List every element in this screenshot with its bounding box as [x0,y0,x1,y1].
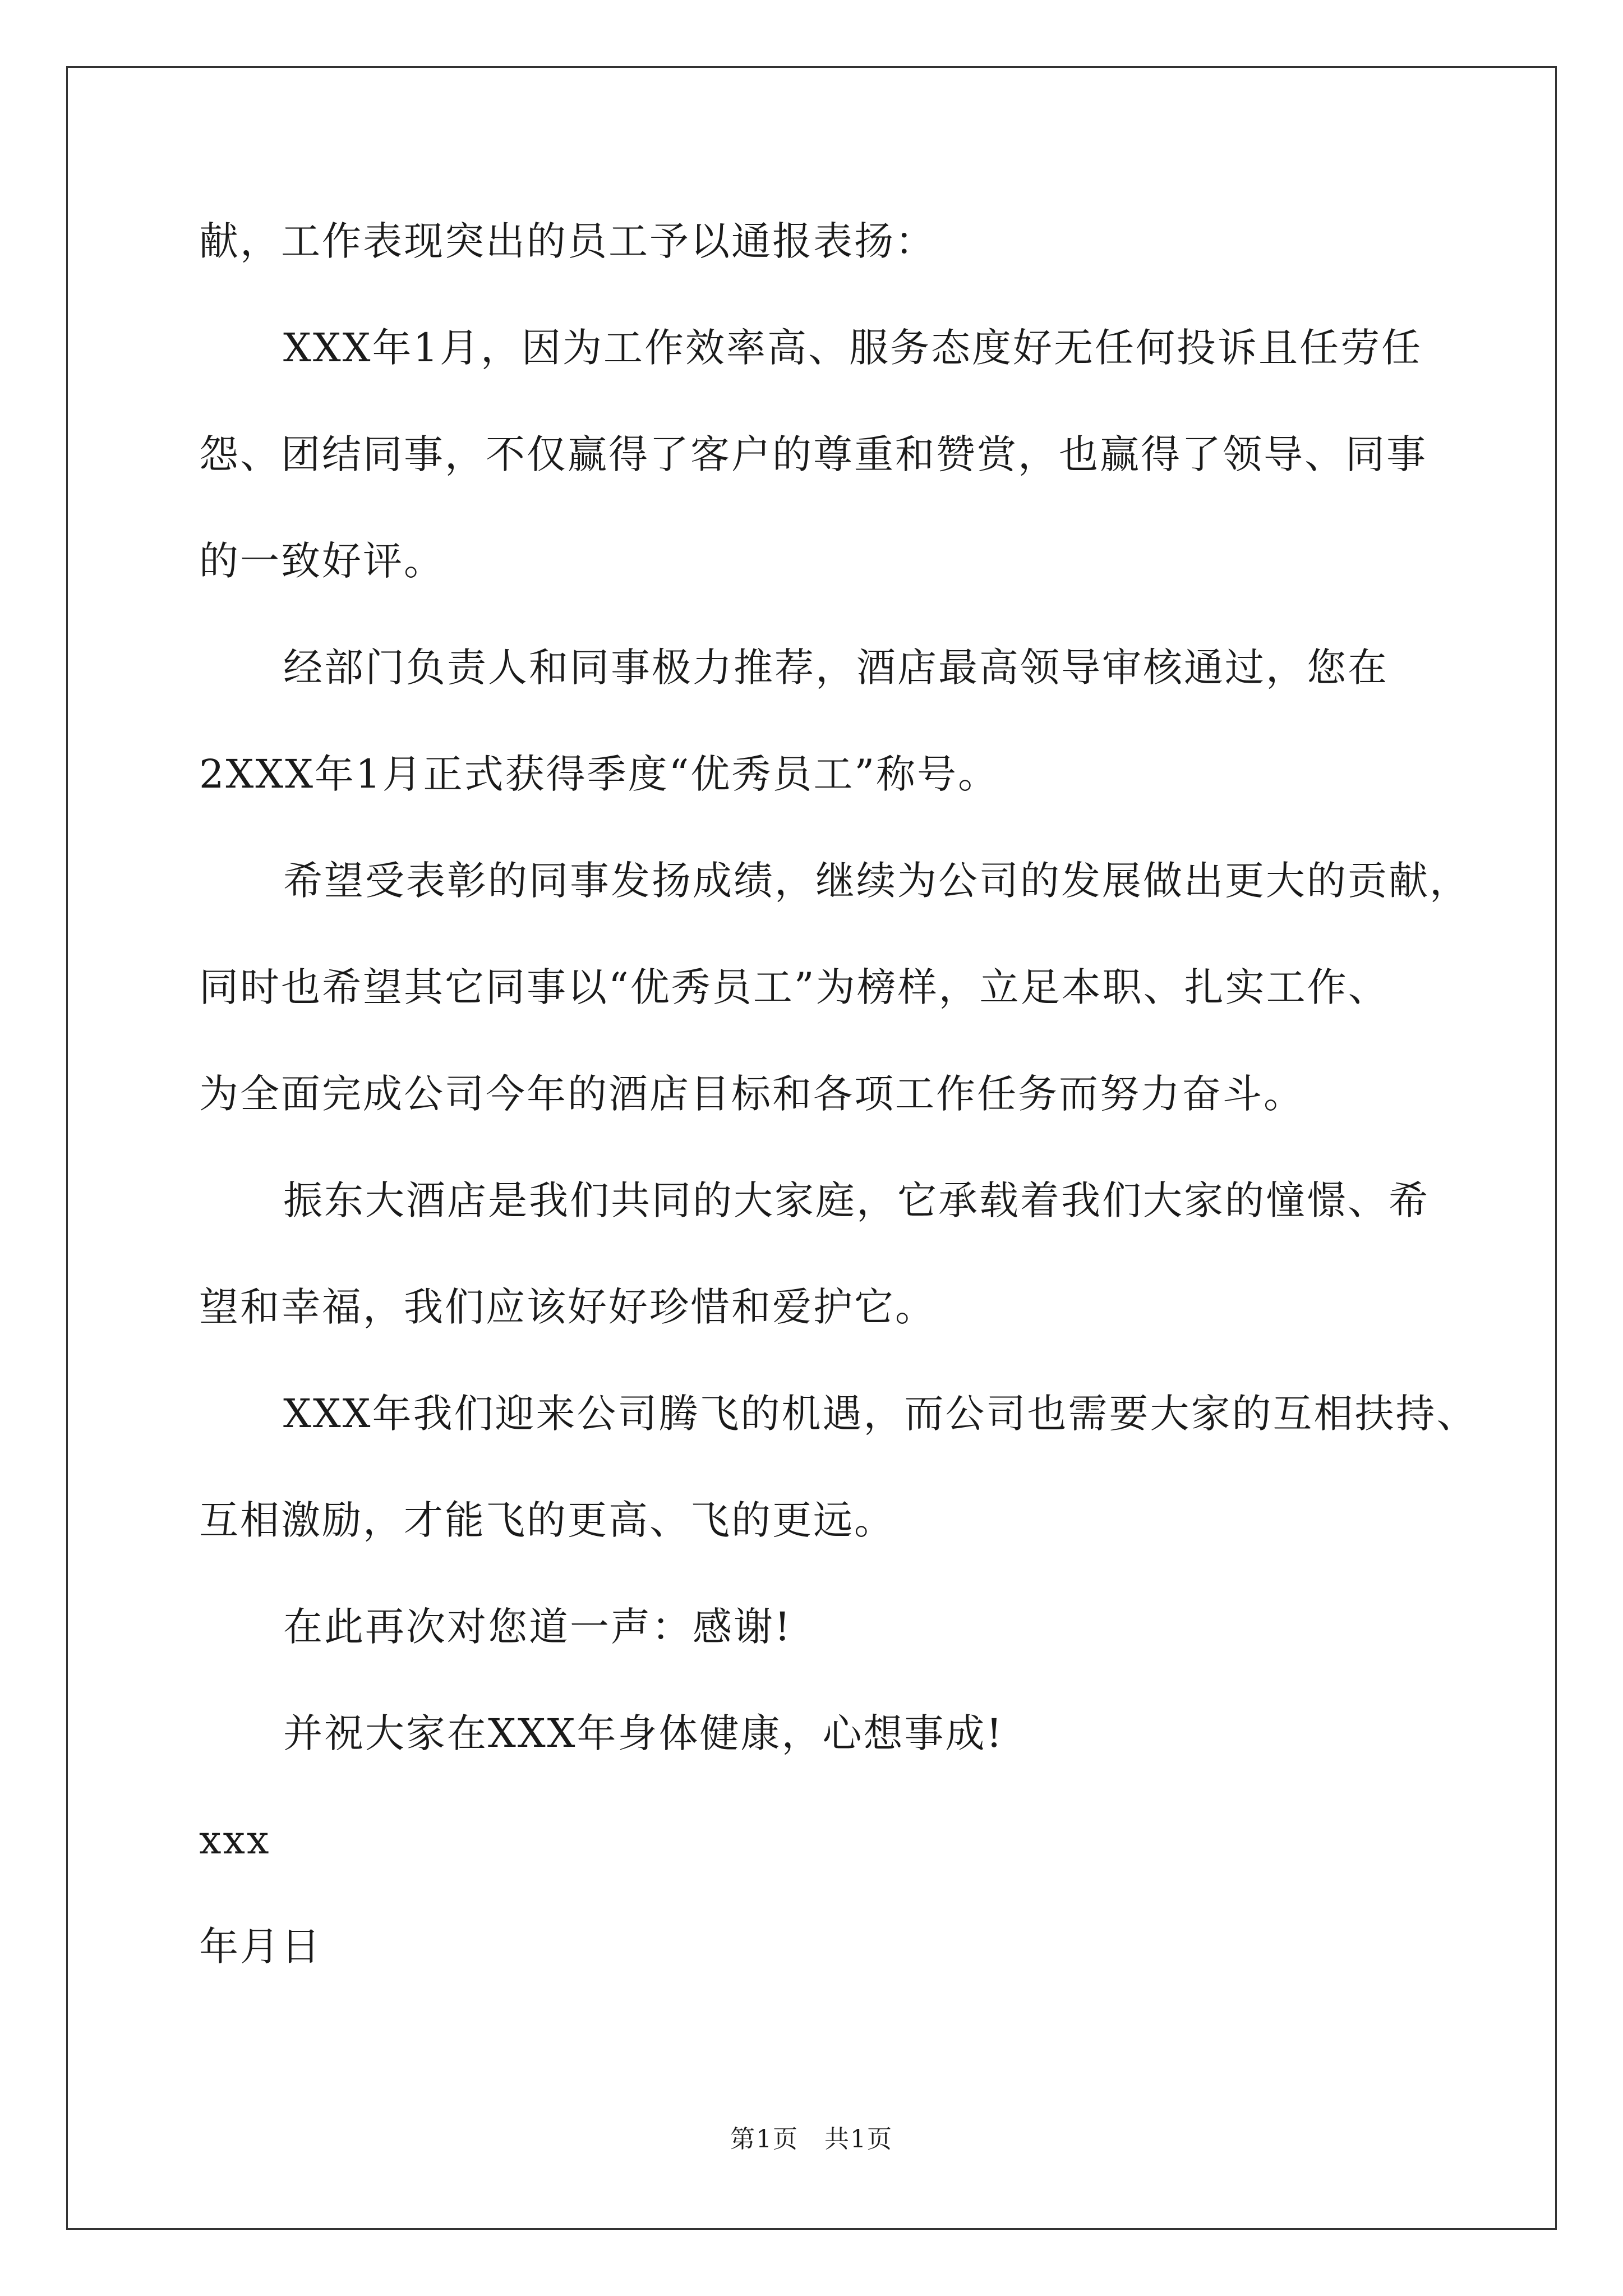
text-line: 望和幸福，我们应该好好珍惜和爱护它。 [199,1284,936,1330]
text-line: 互相激励，才能飞的更高、飞的更远。 [199,1497,895,1543]
text-line: 同时也希望其它同事以“优秀员工”为榜样，立足本职、扎实工作、 [199,964,1389,1010]
signature-name: xxx [199,1817,271,1863]
page-border [66,66,1557,2230]
text-line: 的一致好评。 [199,538,445,584]
text-line: 怨、团结同事，不仅赢得了客户的尊重和赞赏，也赢得了领导、同事 [199,431,1427,477]
text-line: 在此再次对您道一声：感谢! [283,1604,792,1650]
page-number: 第1页 共1页 [730,2125,893,2154]
text-line: 经部门负责人和同事极力推荐，酒店最高领导审核通过，您在 [283,645,1389,691]
signature-date: 年月日 [199,1924,322,1970]
text-line: 2XXX年1月正式获得季度“优秀员工”称号。 [199,751,999,797]
text-line: 并祝大家在XXX年身体健康，心想事成! [283,1710,1004,1756]
text-line: XXX年我们迎来公司腾飞的机遇，而公司也需要大家的互相扶持、 [283,1391,1478,1437]
text-line: 振东大酒店是我们共同的大家庭，它承载着我们大家的憧憬、希 [283,1177,1430,1223]
text-line: 为全面完成公司今年的酒店目标和各项工作任务而努力奋斗。 [199,1071,1304,1117]
text-line: XXX年1月，因为工作效率高、服务态度好无任何投诉且任劳任 [283,325,1423,371]
text-line: 希望受表彰的同事发扬成绩，继续为公司的发展做出更大的贡献， [283,858,1470,904]
text-line: 献，工作表现突出的员工予以通报表扬： [199,218,936,264]
